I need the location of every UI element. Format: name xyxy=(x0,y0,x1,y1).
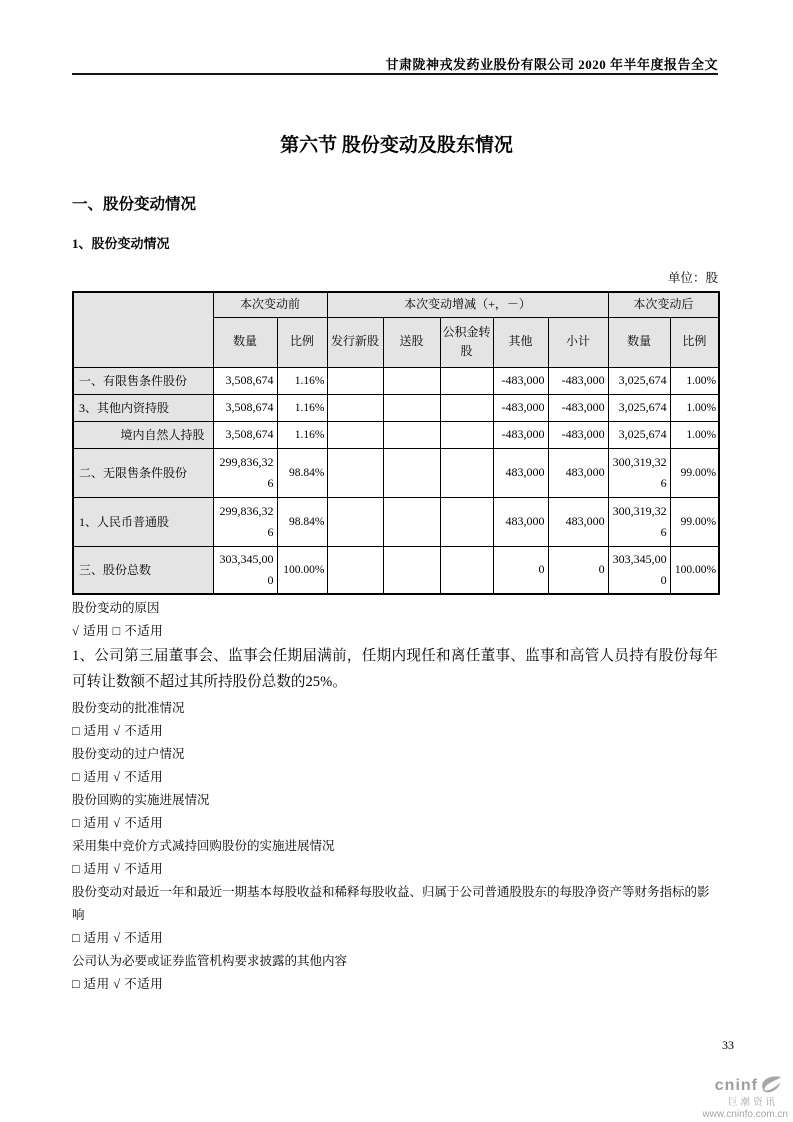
cell-pct-before: 1.16% xyxy=(277,367,327,394)
cell-new-issue xyxy=(327,448,383,497)
table-row xyxy=(73,367,719,394)
cninfo-url: www.cninfo.com.cn xyxy=(702,1109,788,1120)
cell-pct-before: 98.84% xyxy=(277,448,327,497)
applicability-line: √ 适用 □ 不适用 xyxy=(72,624,164,638)
table-row xyxy=(73,394,719,421)
cell-subtotal: 483,000 xyxy=(548,497,608,546)
col-pct-after: 比例 xyxy=(670,317,719,367)
cell-other: 483,000 xyxy=(493,497,548,546)
table-row xyxy=(73,546,719,594)
cell-reserve xyxy=(440,546,493,594)
cell-qty-before: 3,508,674 xyxy=(213,394,277,421)
applicability-line: □ 适用 √ 不适用 xyxy=(72,862,164,876)
note-line: 采用集中竞价方式减持回购股份的实施进展情况 xyxy=(72,839,335,853)
cell-pct-before: 1.16% xyxy=(277,394,327,421)
cell-bonus xyxy=(383,448,440,497)
cell-pct-before: 98.84% xyxy=(277,497,327,546)
cell-reserve xyxy=(440,367,493,394)
cell-other: 483,000 xyxy=(493,448,548,497)
applicability-line: □ 适用 √ 不适用 xyxy=(72,931,164,945)
cell-new-issue xyxy=(327,367,383,394)
cell-pct-before: 100.00% xyxy=(277,546,327,594)
note-line: 股份变动对最近一年和最近一期基本每股收益和稀释每股收益、归属于公司普通股股东的每股净资产等财务指标的影响 xyxy=(72,885,710,922)
cell-other: -483,000 xyxy=(493,394,548,421)
row-label: 境内自然人持股 xyxy=(73,421,213,448)
cell-reserve xyxy=(440,421,493,448)
applicability-line: □ 适用 √ 不适用 xyxy=(72,977,164,991)
cell-bonus xyxy=(383,367,440,394)
row-label: 二、无限售条件股份 xyxy=(73,448,213,497)
cell-pct-after: 100.00% xyxy=(670,546,719,594)
share-change-table-grid xyxy=(72,291,720,595)
col-qty-after: 数量 xyxy=(608,317,670,367)
cell-bonus xyxy=(383,546,440,594)
unit-label: 单位：股 xyxy=(667,271,718,285)
row-label: 三、股份总数 xyxy=(73,546,213,594)
cninfo-chinese-name: 巨潮资讯 xyxy=(727,1097,778,1108)
cell-pct-after: 1.00% xyxy=(670,394,719,421)
cell-pct-after: 1.00% xyxy=(670,367,719,394)
cell-subtotal: -483,000 xyxy=(548,394,608,421)
cell-subtotal: -483,000 xyxy=(548,367,608,394)
subsection-heading: 1、股份变动情况 xyxy=(72,236,170,251)
note-line: 股份变动的原因 xyxy=(72,601,160,615)
page-number: 33 xyxy=(722,1038,734,1052)
corner-cell xyxy=(73,292,213,367)
cninfo-swirl-icon xyxy=(760,1076,782,1096)
col-reserve-conversion: 公积金转股 xyxy=(440,317,493,367)
share-change-table xyxy=(72,291,720,595)
applicability-line: □ 适用 √ 不适用 xyxy=(72,724,164,738)
cell-qty-before: 3,508,674 xyxy=(213,367,277,394)
table-row xyxy=(73,421,719,448)
cell-pct-before: 1.16% xyxy=(277,421,327,448)
cell-qty-after: 303,345,000 xyxy=(608,546,670,594)
cell-other: -483,000 xyxy=(493,367,548,394)
note-line: 股份变动的批准情况 xyxy=(72,701,185,715)
cell-pct-after: 1.00% xyxy=(670,421,719,448)
cell-new-issue xyxy=(327,394,383,421)
cninfo-brand-text: cninf xyxy=(714,1077,758,1094)
col-subtotal: 小计 xyxy=(548,317,608,367)
applicability-line: □ 适用 √ 不适用 xyxy=(72,816,164,830)
page-title: 第六节 股份变动及股东情况 xyxy=(280,135,513,156)
cell-qty-before: 303,345,000 xyxy=(213,546,277,594)
cell-reserve xyxy=(440,448,493,497)
col-other: 其他 xyxy=(493,317,548,367)
cell-bonus xyxy=(383,394,440,421)
col-bonus-shares: 送股 xyxy=(383,317,440,367)
applicability-line: □ 适用 √ 不适用 xyxy=(72,770,164,784)
col-group-change: 本次变动增减（+，－） xyxy=(327,292,608,317)
cell-qty-after: 3,025,674 xyxy=(608,394,670,421)
note-line: 股份变动的过户情况 xyxy=(72,747,185,761)
cell-qty-after: 300,319,326 xyxy=(608,497,670,546)
cell-subtotal: 0 xyxy=(548,546,608,594)
cell-qty-after: 3,025,674 xyxy=(608,367,670,394)
cell-other: 0 xyxy=(493,546,548,594)
row-label: 1、人民币普通股 xyxy=(73,497,213,546)
cell-reserve xyxy=(440,497,493,546)
table-row xyxy=(73,497,719,546)
cell-new-issue xyxy=(327,421,383,448)
cninfo-logo xyxy=(678,1076,788,1120)
col-group-before: 本次变动前 xyxy=(213,292,327,317)
section-heading: 一、股份变动情况 xyxy=(72,196,197,213)
row-label: 3、其他内资持股 xyxy=(73,394,213,421)
cell-qty-before: 3,508,674 xyxy=(213,421,277,448)
cell-subtotal: 483,000 xyxy=(548,448,608,497)
cell-qty-after: 3,025,674 xyxy=(608,421,670,448)
cell-subtotal: -483,000 xyxy=(548,421,608,448)
cell-qty-after: 300,319,326 xyxy=(608,448,670,497)
cell-bonus xyxy=(383,421,440,448)
table-header-row-1 xyxy=(73,292,719,317)
header-rule xyxy=(72,73,718,75)
cell-qty-before: 299,836,326 xyxy=(213,448,277,497)
note-line: 公司认为必要或证券监管机构要求披露的其他内容 xyxy=(72,954,348,968)
col-pct-before: 比例 xyxy=(277,317,327,367)
note-paragraph: 1、公司第三届董事会、监事会任期届满前，任期内现任和离任董事、监事和高管人员持有股份每年可转让数额不超过其所持股份总数的25%。 xyxy=(72,648,718,690)
cell-new-issue xyxy=(327,546,383,594)
cell-bonus xyxy=(383,497,440,546)
cell-reserve xyxy=(440,394,493,421)
cell-qty-before: 299,836,326 xyxy=(213,497,277,546)
cell-pct-after: 99.00% xyxy=(670,497,719,546)
cell-other: -483,000 xyxy=(493,421,548,448)
col-new-issue: 发行新股 xyxy=(327,317,383,367)
table-row xyxy=(73,448,719,497)
running-header: 甘肃陇神戎发药业股份有限公司 2020 年半年度报告全文 xyxy=(385,57,718,72)
col-qty-before: 数量 xyxy=(213,317,277,367)
note-line: 股份回购的实施进展情况 xyxy=(72,793,210,807)
cell-new-issue xyxy=(327,497,383,546)
row-label: 一、有限售条件股份 xyxy=(73,367,213,394)
notes-section xyxy=(72,597,718,996)
cell-pct-after: 99.00% xyxy=(670,448,719,497)
col-group-after: 本次变动后 xyxy=(608,292,719,317)
